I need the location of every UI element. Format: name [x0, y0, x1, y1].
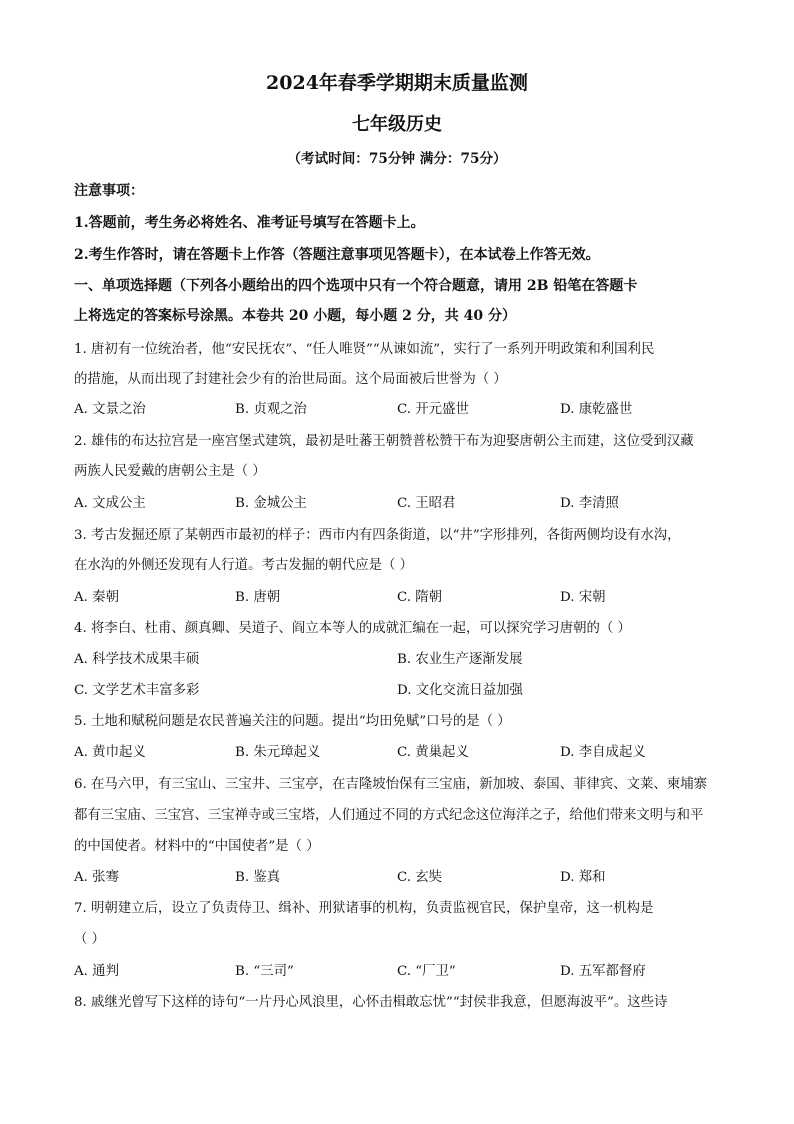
question-4-options-row1: [74, 650, 734, 670]
section-heading: 一、单项选择题（下列各小题给出的四个选项中只有一个符合题意，请用 2B 铅笔在答题卡: [74, 278, 638, 294]
notes-heading: 注意事项：: [74, 183, 144, 199]
question-6-text: 的中国使者。材料中的“中国使者”是（ ）: [74, 839, 320, 854]
option-b: B. 农业生产逐渐发展: [397, 652, 523, 667]
option-d: D. 康乾盛世: [560, 402, 633, 417]
question-2-options: [74, 494, 734, 514]
option-d: D. 郑和: [560, 870, 606, 885]
option-d: D. 李自成起义: [560, 745, 646, 760]
note-item: 1.答题前，考生务必将姓名、准考证号填写在答题卡上。: [74, 215, 425, 231]
question-1-text: 的措施，从而出现了封建社会少有的治世局面。这个局面被后世誉为（ ）: [74, 372, 507, 387]
option-d: D. 五军都督府: [560, 964, 646, 979]
question-5-options: [74, 743, 734, 763]
section-heading: 上将选定的答案标号涂黑。本卷共 20 小题，每小题 2 分，共 40 分）: [74, 308, 516, 324]
option-a: A. 文成公主: [74, 496, 146, 511]
option-d: D. 李清照: [560, 496, 619, 511]
question-4-options-row2: [74, 681, 734, 701]
option-c: C. “厂卫”: [397, 964, 456, 979]
option-a: A. 科学技术成果丰硕: [74, 652, 200, 667]
question-7-options: [74, 962, 734, 982]
question-6-text: 6. 在马六甲，有三宝山、三宝井、三宝亭，在吉隆坡怡保有三宝庙，新加坡、泰国、菲律宾、文莱、柬埔寨: [74, 777, 707, 792]
option-c: C. 黄巢起义: [397, 745, 469, 760]
exam-title: 2024年春季学期期末质量监测: [266, 72, 528, 94]
question-1-text: 1. 唐初有一位统治者，他“安民抚农”、“任人唯贤”“从谏如流”，实行了一系列开明政策和利国利民: [74, 342, 655, 357]
option-a: A. 通判: [74, 964, 119, 979]
option-c: C. 开元盛世: [397, 402, 469, 417]
option-b: B. 鉴真: [235, 870, 281, 885]
question-3-text: 在水沟的外侧还发现有人行道。考古发掘的朝代应是（ ）: [74, 558, 414, 573]
option-a: A. 张骞: [74, 870, 119, 885]
option-c: C. 隋朝: [397, 590, 443, 605]
question-3-options: [74, 588, 734, 608]
question-3-text: 3. 考古发掘还原了某朝西市最初的样子：西市内有四条街道，以“井”字形排列，各街两侧均设有水沟，: [74, 528, 681, 543]
option-c: C. 玄奘: [397, 870, 443, 885]
option-a: A. 文景之治: [74, 402, 146, 417]
option-a: A. 黄巾起义: [74, 745, 146, 760]
option-b: B. 金城公主: [235, 496, 307, 511]
note-item: 2.考生作答时，请在答题卡上作答（答题注意事项见答题卡），在本试卷上作答无效。: [74, 247, 600, 263]
exam-info: （考试时间：75分钟 满分：75分）: [287, 151, 507, 167]
question-4-text: 4. 将李白、杜甫、颜真卿、吴道子、阎立本等人的成就汇编在一起，可以探究学习唐朝的（ ）: [74, 621, 631, 636]
question-6-text: 都有三宝庙、三宝宫、三宝禅寺或三宝塔，人们通过不同的方式纪念这位海洋之子，给他们带来文明与和平: [74, 808, 704, 823]
option-a: A. 秦朝: [74, 590, 119, 605]
option-b: B. 朱元璋起义: [235, 745, 321, 760]
option-b: B. 唐朝: [235, 590, 281, 605]
option-b: B. “三司”: [235, 964, 294, 979]
question-2-text: 2. 雄伟的布达拉宫是一座宫堡式建筑，最初是吐蕃王朝赞普松赞干布为迎娶唐朝公主而建，这位受到汉藏: [74, 434, 694, 449]
option-d: D. 文化交流日益加强: [397, 683, 523, 698]
exam-subject: 七年级历史: [352, 114, 442, 135]
question-5-text: 5. 土地和赋税问题是农民普遍关注的问题。提出“均田免赋”口号的是（ ）: [74, 714, 511, 729]
option-c: C. 文学艺术丰富多彩: [74, 683, 200, 698]
question-2-text: 两族人民爱戴的唐朝公主是（ ）: [74, 464, 266, 479]
question-7-text: 7. 明朝建立后，设立了负责侍卫、缉补、刑狱诸事的机构，负责监视官民，保护皇帝，这一机构是: [74, 901, 654, 916]
option-d: D. 宋朝: [560, 590, 606, 605]
option-b: B. 贞观之治: [235, 402, 307, 417]
question-7-text: （ ）: [74, 932, 106, 947]
question-8-text: 8. 戚继光曾写下这样的诗句“一片丹心风浪里，心怀击楫敢忘忧”“封侯非我意，但愿海波平”。这些诗: [74, 995, 668, 1010]
question-1-options: [74, 400, 734, 420]
option-c: C. 王昭君: [397, 496, 456, 511]
question-6-options: [74, 868, 734, 888]
